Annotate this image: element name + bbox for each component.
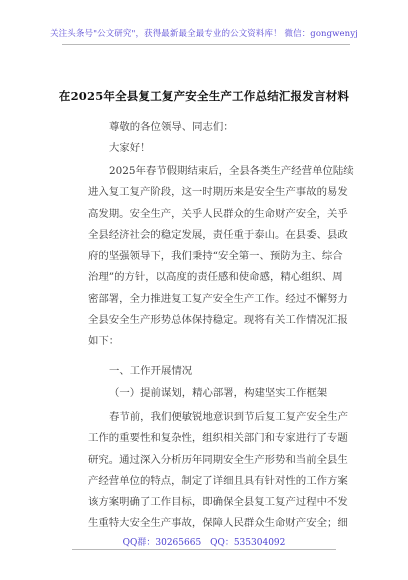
paragraph-line: 生重特大安全生产事故，保障人民群众生命财产安全；细 — [88, 517, 348, 530]
paragraph-line: 产经营单位的特点，制定了详细且具有针对性的工作方案 — [88, 474, 348, 487]
subsection-heading — [88, 383, 356, 404]
footer-divider — [72, 549, 336, 550]
qq-text: QQ：535304092 — [210, 538, 286, 548]
header-divider — [62, 44, 350, 45]
paragraph-line: 如下： — [88, 335, 120, 348]
paragraph-line: 治理”的方针，以高度的责任感和使命感，精心组织、周 — [88, 271, 343, 284]
salutation-text: 尊敬的各位领导、同志们： — [109, 121, 234, 133]
paragraph-work — [88, 407, 356, 535]
footer-contacts — [0, 535, 408, 548]
qq-group-text: QQ群：30265665 — [122, 538, 202, 548]
section-heading-text: 一、工作开展情况 — [109, 365, 193, 377]
paragraph-line: 2025年春节假期结束后，全县各类生产经营单位陆续 — [109, 165, 354, 177]
document-title: 在2025年全县复工复产安全生产工作总结汇报发言材料 — [58, 89, 350, 103]
paragraph-line: 进入复工复产阶段，这一时期历来是安全生产事故的易发 — [88, 186, 348, 199]
greeting-text: 大家好！ — [109, 142, 151, 154]
paragraph-line: 该方案明确了工作目标，即确保全县复工复产过程中不发 — [88, 496, 348, 509]
paragraph-line: 春节前，我们便敏锐地意识到节后复工复产安全生产 — [109, 411, 348, 423]
paragraph-line: 高发期。安全生产，关乎人民群众的生命财产安全，关乎 — [88, 207, 348, 220]
paragraph-line: 工作的重要性和复杂性，组织相关部门和专家进行了专题 — [88, 432, 348, 445]
paragraph-intro — [88, 161, 356, 353]
header-notice: 关注头条号"公文研究"，获得最新最全最专业的公文资料库！ 微信：gongwenyj — [50, 29, 358, 39]
greeting — [88, 138, 356, 159]
paragraph-line: 全县经济社会的稳定发展，责任重于泰山。在县委、县政 — [88, 228, 348, 241]
paragraph-line: 密部署，全力推进复工复产安全生产工作。经过不懈努力 — [88, 292, 348, 305]
section-heading — [88, 361, 356, 382]
salutation — [88, 117, 356, 138]
paragraph-line: 府的坚强领导下，我们秉持“安全第一、预防为主、综合 — [88, 250, 343, 263]
paragraph-line: 全县安全生产形势总体保持稳定。现将有关工作情况汇报 — [88, 314, 348, 327]
subsection-heading-text: （一）提前谋划，精心部署，构建坚实工作框架 — [109, 387, 328, 399]
paragraph-line: 研究。通过深入分析历年同期安全生产形势和当前全县生 — [88, 453, 348, 466]
